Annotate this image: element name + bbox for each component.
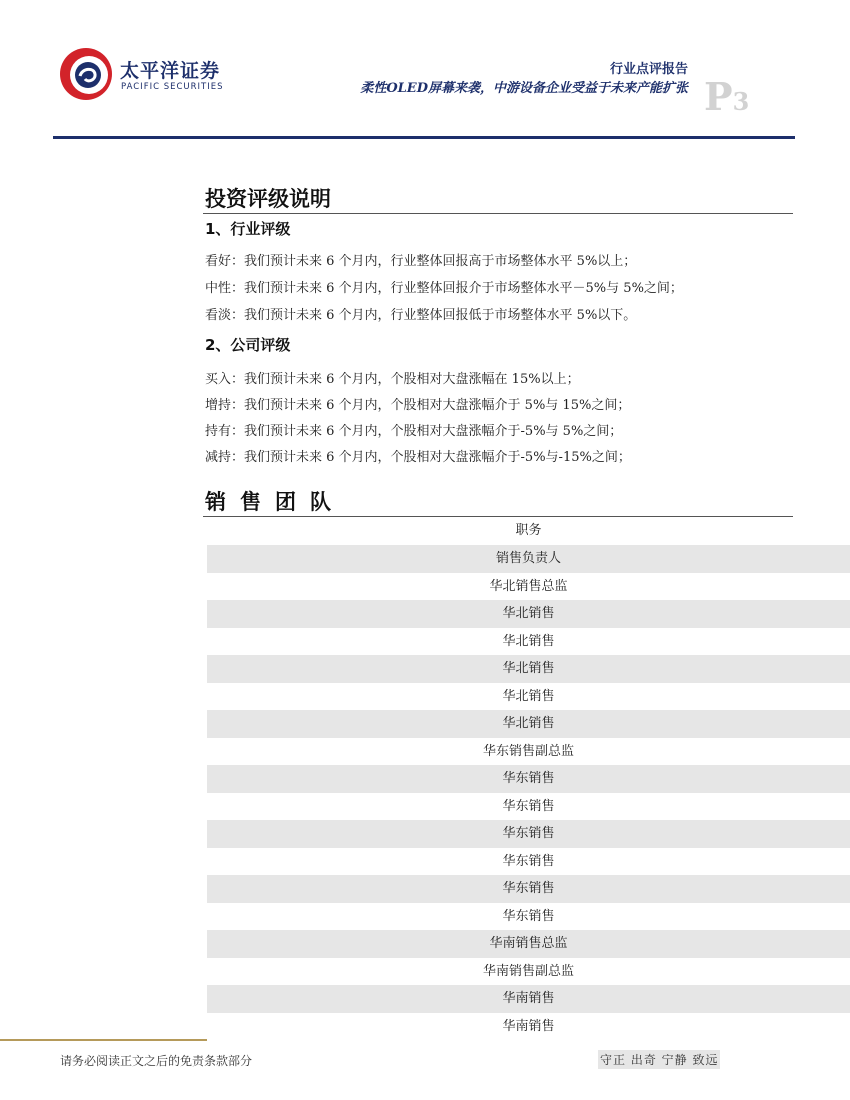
pacific-securities-logo-icon [58,46,114,102]
page-digit: 3 [732,87,750,116]
table-row: 销售负责人 [207,545,850,573]
table-row: 华东销售 [207,765,850,793]
table-row: 华北销售 [207,710,850,738]
table-row: 华北销售 [207,600,850,628]
table-body [207,545,850,1040]
company-motto: 守正 出奇 宁静 致远 [598,1050,720,1069]
table-row: 华南销售副总监 [482,963,574,979]
table-header-position: 职务 [515,523,542,538]
table-row: 华南销售 [502,1018,555,1034]
table-row: 华东销售 [502,853,555,869]
header-divider [53,136,795,139]
industry-rating-line: 中性：我们预计未来 6 个月内，行业整体回报介于市场整体水平－5%与 5%之间； [205,281,683,296]
company-rating-line: 持有：我们预计未来 6 个月内，个股相对大盘涨幅介于-5%与 5%之间； [205,424,623,439]
table-row: 华东销售 [207,820,850,848]
table-row: 华北销售 [502,688,555,704]
table-row: 华东销售 [502,908,555,924]
table-row: 华东销售副总监 [482,743,574,759]
company-rating-line: 增持：我们预计未来 6 个月内，个股相对大盘涨幅介于 5%与 15%之间； [205,398,631,413]
table-row: 华南销售总监 [207,930,850,958]
industry-rating-line: 看好：我们预计未来 6 个月内，行业整体回报高于市场整体水平 5%以上； [205,254,637,269]
sales-team-title: 销售团队 [205,489,345,514]
table-row: 华北销售总监 [489,578,568,594]
logo-name-cn: 太平洋证券 [120,60,221,82]
industry-rating-line: 看淡：我们预计未来 6 个月内，行业整体回报低于市场整体水平 5%以下。 [205,308,637,323]
footer-divider [0,1039,207,1041]
sales-team-table [207,517,850,1040]
page-number [704,74,749,119]
table-row: 华北销售 [207,655,850,683]
industry-rating-title: 1、行业评级 [205,220,291,238]
table-row: 华北销售 [502,633,555,649]
table-row: 华东销售 [207,875,850,903]
report-title: 柔性OLED屏幕来袭，中游设备企业受益于未来产能扩张 [360,81,688,96]
rating-section-divider [203,213,793,214]
report-type: 行业点评报告 [609,62,688,77]
disclaimer-note: 请务必阅读正文之后的免责条款部分 [60,1054,253,1068]
company-rating-line: 减持：我们预计未来 6 个月内，个股相对大盘涨幅介于-5%与-15%之间； [205,450,631,465]
page-letter: P [704,74,733,119]
logo-name-en: PACIFIC SECURITIES [121,82,224,92]
company-rating-title: 2、公司评级 [205,336,291,354]
table-row: 华东销售 [502,798,555,814]
company-rating-line: 买入：我们预计未来 6 个月内，个股相对大盘涨幅在 15%以上； [205,372,580,387]
company-logo [58,46,228,106]
table-row: 华南销售 [207,985,850,1013]
rating-section-title: 投资评级说明 [205,186,331,211]
